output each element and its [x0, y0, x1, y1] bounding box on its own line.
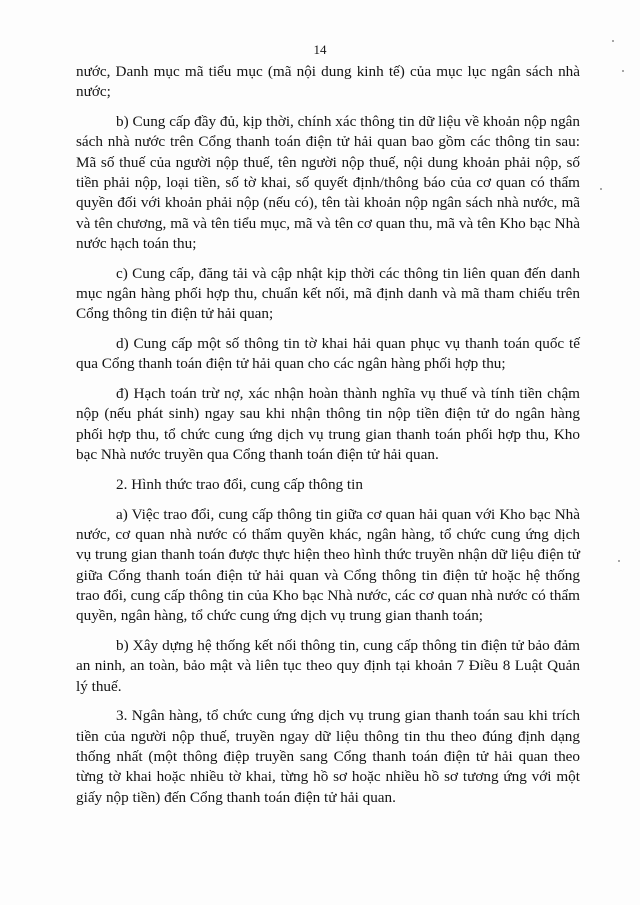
scan-speck	[618, 560, 620, 562]
section-heading-2: 2. Hình thức trao đổi, cung cấp thông tin	[116, 475, 363, 493]
paragraph-d-declaration-info: d) Cung cấp một số thông tin tờ khai hải quan phục vụ thanh toán quốc tế qua Cổng thanh toán điện tử hải quan cho các ngân hàng phối hợp thu;	[76, 335, 580, 373]
document-body	[76, 62, 580, 817]
paragraph-dd-debt-accounting: đ) Hạch toán trừ nợ, xác nhận hoàn thành nghĩa vụ thuế và tính tiền chậm nộp (nếu phát sinh) ngay sau khi nhận thông tin nộp tiền điện tử do ngân hàng phối hợp thu, tổ chức cung ứng dịch vụ trung gian thanh toán phối hợp thu, Kho bạc Nhà nước truyền qua Cổng thanh toán điện tử hải quan.	[76, 385, 580, 464]
paragraph-continuation: nước, Danh mục mã tiểu mục (mã nội dung kinh tế) của mục lục ngân sách nhà nước;	[76, 63, 580, 101]
scan-speck	[600, 188, 602, 190]
section-3-bank-transmission: 3. Ngân hàng, tổ chức cung ứng dịch vụ trung gian thanh toán sau khi trích tiền của người nộp thuế, truyền ngay dữ liệu thông tin thu theo đúng định dạng thống nhất (một thông điệp truyền sang Cổng thanh toán điện tử hải quan theo từng tờ khai hoặc nhiều tờ khai, từng hồ sơ hoặc nhiều hồ sơ tương ứng với một giấy nộp tiền) đến Cổng thanh toán điện tử hải quan.	[76, 707, 580, 806]
paragraph-a-exchange-method: a) Việc trao đổi, cung cấp thông tin giữa cơ quan hải quan với Kho bạc Nhà nước, cơ quan nhà nước có thẩm quyền khác, ngân hàng, tổ chức cung ứng dịch vụ trung gian thanh toán được thực hiện theo hình thức truyền nhận dữ liệu điện tử giữa Cổng thanh toán điện tử hải quan và Cổng thông tin điện tử hoặc hệ thống trao đổi, cung cấp thông tin của Kho bạc Nhà nước, các cơ quan nhà nước có thẩm quyền, ngân hàng, tổ chức cung ứng dịch vụ trung gian thanh toán;	[76, 505, 580, 625]
scan-speck	[622, 70, 624, 72]
paragraph-b-payment-info: b) Cung cấp đầy đủ, kịp thời, chính xác thông tin dữ liệu về khoản nộp ngân sách nhà nước trên Cổng thanh toán điện tử hải quan bao gồm các thông tin sau: Mã số thuế của người nộp thuế, tên người nộp thuế, nội dung khoản phải nộp, số tiền phải nộp, loại tiền, số tờ khai, số quyết định/thông báo của cơ quan có thẩm quyền đối với khoản phải nộp (nếu có), tên tài khoản nộp ngân sách nhà nước, mã và tên chương, mã và tên tiểu mục, mã và tên cơ quan thu, mã và tên Kho bạc Nhà nước hạch toán thu;	[76, 113, 580, 252]
paragraph-c-bank-list: c) Cung cấp, đăng tải và cập nhật kịp thời các thông tin liên quan đến danh mục ngân hàng phối hợp thu, chuẩn kết nối, mã định danh và mã tham chiếu trên Cổng thông tin điện tử hải quan;	[76, 264, 580, 323]
page-number: 14	[313, 42, 327, 57]
paragraph-b-connection-system: b) Xây dựng hệ thống kết nối thông tin, cung cấp thông tin điện tử bảo đảm an ninh, an toàn, bảo mật và liên tục theo quy định tại khoản 7 Điều 8 Luật Quản lý thuế.	[76, 636, 580, 695]
scan-speck	[612, 40, 614, 42]
